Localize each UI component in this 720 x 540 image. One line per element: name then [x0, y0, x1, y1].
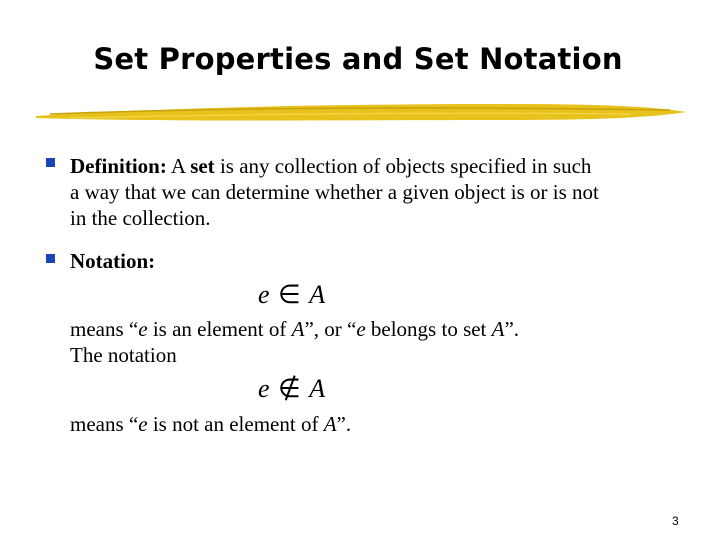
formula1-set: A — [309, 280, 326, 309]
definition-pre: A — [166, 154, 191, 178]
exp2-var-e: e — [138, 412, 148, 436]
definition-line1-rest: is any collection of objects specified in such — [214, 154, 592, 178]
exp1-part: ”. — [504, 317, 520, 341]
exp1-part: means “ — [70, 317, 139, 341]
definition-paragraph — [70, 153, 690, 231]
bullet-notation — [46, 254, 55, 263]
explanation-line-1 — [70, 316, 690, 342]
exp1-var-a: A — [491, 317, 505, 341]
exp1-var-a: A — [291, 317, 305, 341]
bullet-definition — [46, 158, 55, 167]
formula-not-element-of — [258, 374, 325, 404]
notation-label-line — [70, 248, 155, 274]
title-underline-brushstroke — [30, 98, 690, 128]
not-element-of-symbol: ∉ — [278, 374, 301, 403]
formula2-set: A — [309, 374, 326, 403]
formula2-element: e — [258, 374, 270, 403]
definition-line-1 — [70, 153, 690, 179]
exp2-part: is not an element of — [147, 412, 324, 436]
notation-explanation — [70, 316, 690, 368]
formula-element-of — [258, 280, 325, 310]
exp1-part: is an element of — [147, 317, 292, 341]
page-number: 3 — [672, 514, 679, 528]
notation-label: Notation: — [70, 249, 156, 273]
exp1-var-e: e — [356, 317, 366, 341]
definition-label: Definition: — [70, 154, 167, 178]
definition-term: set — [190, 154, 215, 178]
exp2-part: means “ — [70, 412, 139, 436]
exp1-var-e: e — [138, 317, 148, 341]
formula1-element: e — [258, 280, 270, 309]
definition-line-3: in the collection. — [70, 206, 211, 230]
exp2-part: ”. — [336, 412, 352, 436]
exp1-part: ”, or “ — [304, 317, 357, 341]
exp2-var-a: A — [323, 412, 337, 436]
notation-lead-2: The notation — [70, 343, 177, 367]
exp1-part: belongs to set — [365, 317, 492, 341]
slide-title: Set Properties and Set Notation — [93, 42, 623, 76]
definition-line-2: a way that we can determine whether a given object is or is not — [70, 180, 599, 204]
notation-explanation-2 — [70, 411, 690, 437]
element-of-symbol: ∈ — [278, 280, 301, 309]
